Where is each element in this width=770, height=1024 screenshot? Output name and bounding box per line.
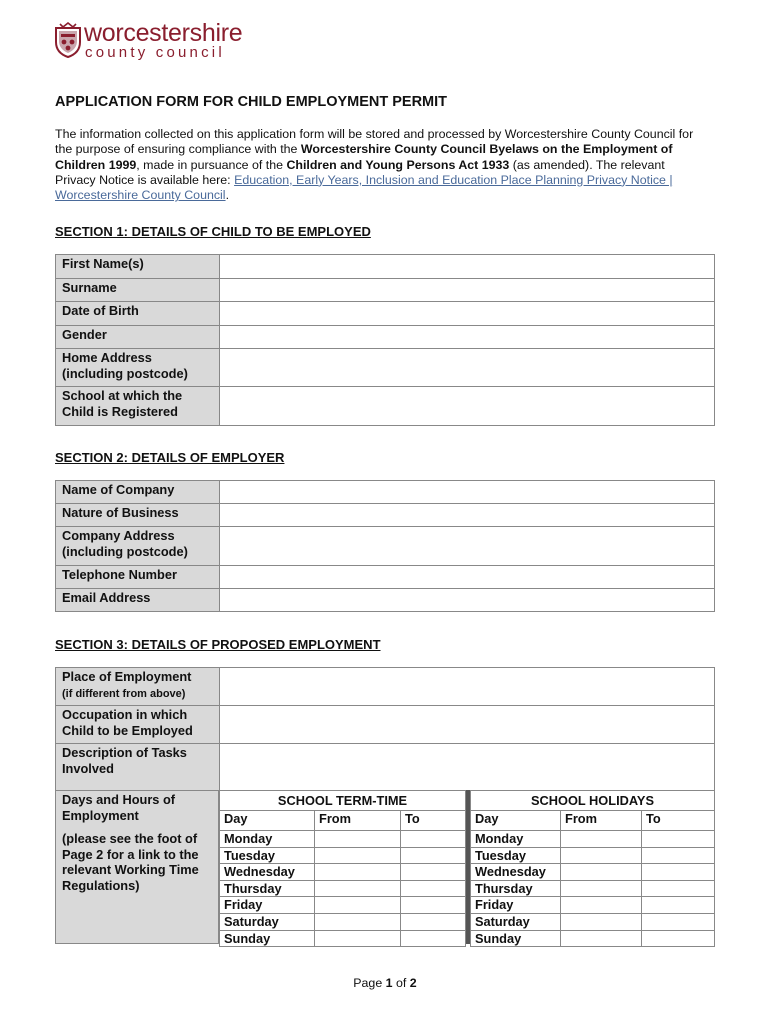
day-label: Saturday bbox=[220, 913, 315, 930]
holiday-from-cell[interactable] bbox=[561, 880, 642, 897]
field-label: Place of Employment (if different from above) bbox=[56, 668, 220, 706]
term-from-cell[interactable] bbox=[315, 880, 401, 897]
telephone-field[interactable] bbox=[220, 566, 715, 589]
section1-heading: SECTION 1: DETAILS OF CHILD TO BE EMPLOYED bbox=[55, 224, 371, 239]
col-from-header: From bbox=[315, 811, 401, 831]
day-label: Tuesday bbox=[471, 847, 561, 864]
occupation-field[interactable] bbox=[220, 706, 715, 744]
nature-of-business-field[interactable] bbox=[220, 504, 715, 527]
term-time-header: SCHOOL TERM-TIME bbox=[220, 791, 466, 811]
holiday-from-cell[interactable] bbox=[561, 897, 642, 914]
holidays-header: SCHOOL HOLIDAYS bbox=[471, 791, 715, 811]
holiday-from-cell[interactable] bbox=[561, 831, 642, 848]
day-label: Wednesday bbox=[471, 864, 561, 881]
field-label: School at which the Child is Registered bbox=[56, 387, 220, 426]
day-label: Thursday bbox=[220, 880, 315, 897]
day-label: Sunday bbox=[471, 930, 561, 947]
logo-subtitle: county council bbox=[85, 44, 225, 61]
surname-field[interactable] bbox=[220, 279, 715, 302]
day-label: Friday bbox=[471, 897, 561, 914]
place-of-employment-field[interactable] bbox=[220, 668, 715, 706]
term-to-cell[interactable] bbox=[401, 880, 466, 897]
col-day-header: Day bbox=[220, 811, 315, 831]
holiday-to-cell[interactable] bbox=[642, 831, 715, 848]
day-label: Tuesday bbox=[220, 847, 315, 864]
day-label: Monday bbox=[220, 831, 315, 848]
section2-heading: SECTION 2: DETAILS OF EMPLOYER bbox=[55, 450, 285, 465]
term-to-cell[interactable] bbox=[401, 831, 466, 848]
term-to-cell[interactable] bbox=[401, 930, 466, 947]
email-field[interactable] bbox=[220, 589, 715, 612]
term-from-cell[interactable] bbox=[315, 847, 401, 864]
privacy-notice-link[interactable]: Education, Early Years, Inclusion and Education Place Planning Privacy Notice | Worcestershire County Council bbox=[55, 172, 673, 203]
holiday-from-cell[interactable] bbox=[561, 913, 642, 930]
term-from-cell[interactable] bbox=[315, 864, 401, 881]
term-from-cell[interactable] bbox=[315, 831, 401, 848]
term-to-cell[interactable] bbox=[401, 847, 466, 864]
field-label: Date of Birth bbox=[56, 302, 220, 326]
first-name-field[interactable] bbox=[220, 255, 715, 279]
day-label: Friday bbox=[220, 897, 315, 914]
term-to-cell[interactable] bbox=[401, 913, 466, 930]
holiday-from-cell[interactable] bbox=[561, 864, 642, 881]
intro-paragraph: The information collected on this application form will be stored and processed by Worcestershire County Council for the purpose of ensuring compliance with the Worcestershire County Council Byelaws on the Employment of Children 1999, made in pursuance of the Children and Young Persons Act 1933 (as amended). The relevant Privacy Notice is available here: Education, Early Years, Inclusion and Education Place Planning Privacy Notice | Worcestershire County Council. bbox=[55, 127, 694, 203]
term-from-cell[interactable] bbox=[315, 930, 401, 947]
gender-field[interactable] bbox=[220, 326, 715, 349]
field-label: Email Address bbox=[56, 589, 220, 612]
company-address-field[interactable] bbox=[220, 527, 715, 566]
holiday-to-cell[interactable] bbox=[642, 880, 715, 897]
holidays-table bbox=[470, 790, 715, 947]
col-to-header: To bbox=[642, 811, 715, 831]
company-name-field[interactable] bbox=[220, 481, 715, 504]
field-label: Nature of Business bbox=[56, 504, 220, 527]
field-label: Surname bbox=[56, 279, 220, 302]
holiday-to-cell[interactable] bbox=[642, 897, 715, 914]
holiday-to-cell[interactable] bbox=[642, 913, 715, 930]
day-label: Sunday bbox=[220, 930, 315, 947]
date-of-birth-field[interactable] bbox=[220, 302, 715, 326]
logo-wordmark: worcestershire bbox=[84, 19, 243, 47]
section3-heading: SECTION 3: DETAILS OF PROPOSED EMPLOYMENT bbox=[55, 637, 381, 652]
field-label: Company Address (including postcode) bbox=[56, 527, 220, 566]
term-to-cell[interactable] bbox=[401, 897, 466, 914]
tasks-field[interactable] bbox=[220, 744, 715, 791]
field-label: Gender bbox=[56, 326, 220, 349]
col-to-header: To bbox=[401, 811, 466, 831]
home-address-field[interactable] bbox=[220, 349, 715, 387]
school-field[interactable] bbox=[220, 387, 715, 426]
section2-table bbox=[55, 480, 715, 612]
field-label: First Name(s) bbox=[56, 255, 220, 279]
field-label: Home Address (including postcode) bbox=[56, 349, 220, 387]
day-label: Saturday bbox=[471, 913, 561, 930]
field-label: Name of Company bbox=[56, 481, 220, 504]
term-from-cell[interactable] bbox=[315, 897, 401, 914]
holiday-from-cell[interactable] bbox=[561, 847, 642, 864]
section1-table bbox=[55, 254, 715, 426]
term-to-cell[interactable] bbox=[401, 864, 466, 881]
page-number: Page 1 of 2 bbox=[353, 976, 417, 990]
day-label: Thursday bbox=[471, 880, 561, 897]
col-from-header: From bbox=[561, 811, 642, 831]
holiday-to-cell[interactable] bbox=[642, 847, 715, 864]
holiday-to-cell[interactable] bbox=[642, 930, 715, 947]
holiday-from-cell[interactable] bbox=[561, 930, 642, 947]
field-label: Description of Tasks Involved bbox=[56, 744, 220, 791]
term-from-cell[interactable] bbox=[315, 913, 401, 930]
days-hours-label: Days and Hours of Employment (please see the foot of Page 2 for a link to the relevant Working Time Regulations) bbox=[55, 790, 219, 944]
section3-table bbox=[55, 667, 715, 791]
col-day-header: Day bbox=[471, 811, 561, 831]
term-time-table bbox=[219, 790, 466, 947]
field-label: Occupation in which Child to be Employed bbox=[56, 706, 220, 744]
page-title: APPLICATION FORM FOR CHILD EMPLOYMENT PERMIT bbox=[55, 94, 448, 110]
field-label: Telephone Number bbox=[56, 566, 220, 589]
holiday-to-cell[interactable] bbox=[642, 864, 715, 881]
council-crest-icon bbox=[54, 22, 82, 58]
day-label: Wednesday bbox=[220, 864, 315, 881]
day-label: Monday bbox=[471, 831, 561, 848]
